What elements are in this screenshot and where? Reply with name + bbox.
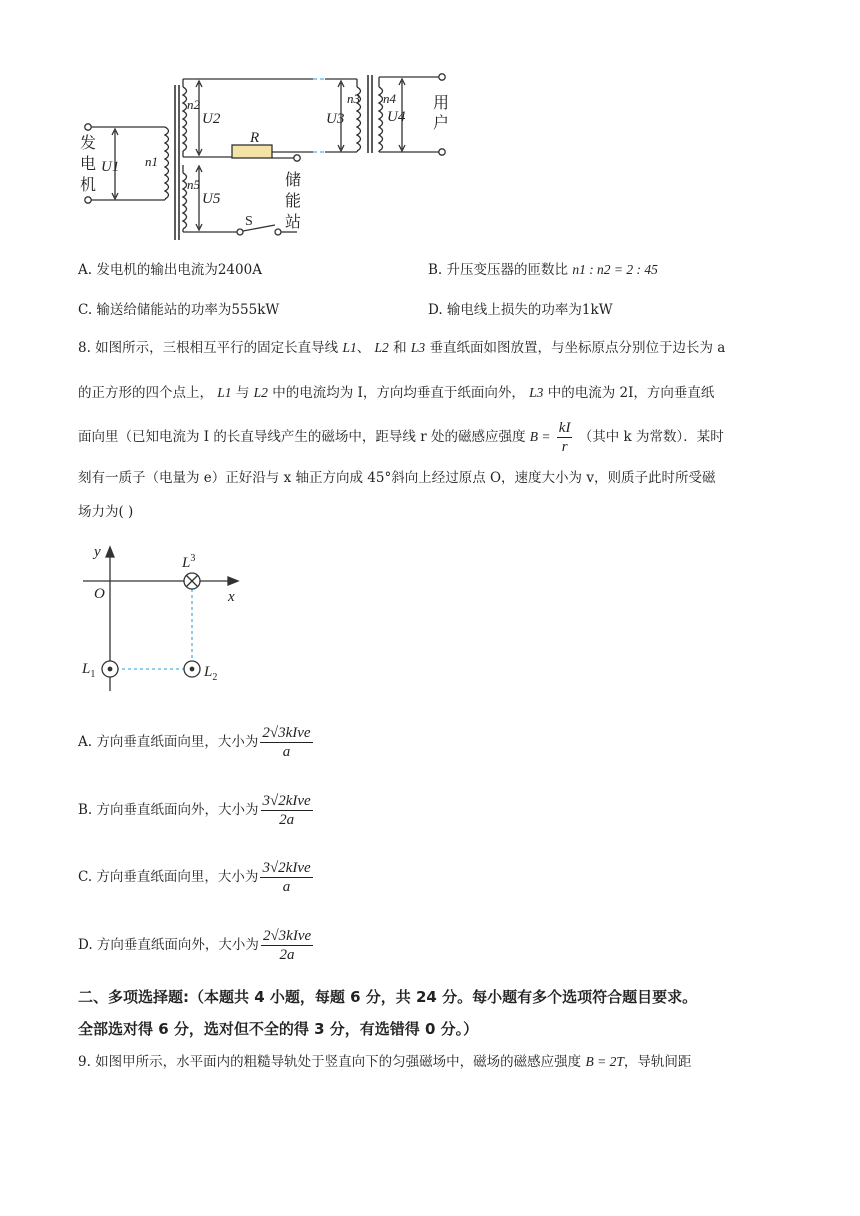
q8-option-a-denominator: a: [282, 744, 291, 760]
storage-label-1: 储: [285, 172, 302, 189]
q8-option-c-denominator: a: [282, 879, 291, 895]
voltage-u4-label: U4: [387, 109, 406, 125]
voltage-u3-label: U3: [326, 111, 345, 127]
q8-stem-line-1: [78, 338, 725, 358]
q9-stem-text: 9. 如图甲所示，水平面内的粗糙导轨处于竖直向下的匀强磁场中，磁场的磁感应强度: [78, 1054, 582, 1070]
coil-n5-label: n5: [187, 177, 200, 192]
users-label-1: 用: [433, 95, 450, 112]
q8-option-b: [78, 788, 315, 832]
q8-line1-comma: 、: [356, 340, 371, 356]
voltage-u5-label: U5: [202, 191, 221, 207]
q8-line1-text-a: 8. 如图所示，三根相互平行的固定长直导线: [78, 340, 339, 356]
q9-stem: [78, 1052, 691, 1072]
q8-line2-l2: L2: [253, 385, 268, 400]
q8-coordinate-diagram: [78, 543, 248, 693]
generator-label-2: 电: [80, 156, 97, 173]
q9-formula: B = 2T: [585, 1054, 624, 1069]
q8-option-c-label: C. 方向垂直纸面向里，大小为: [78, 869, 259, 885]
q8-line1-l2: L2: [374, 340, 389, 355]
voltage-u1-label: U1: [101, 159, 120, 175]
q8-option-c: [78, 855, 315, 899]
l2-label: $L_2$: [204, 664, 218, 683]
storage-label-3: 站: [285, 214, 302, 231]
q8-option-a-numerator: 2√3kIve: [262, 725, 311, 741]
q8-formula-b: B =: [529, 429, 551, 444]
q8-option-a: [78, 720, 315, 764]
generator-label-3: 机: [80, 177, 97, 194]
voltage-u2-label: U2: [202, 111, 221, 127]
q7-option-b-ratio: n1 : n2 = 2 : 45: [572, 262, 658, 277]
q8-formula-fraction: [557, 419, 573, 456]
coil-n4-label: n4: [383, 91, 396, 106]
q8-option-c-fraction: [260, 859, 312, 896]
q8-option-d-denominator: 2a: [279, 947, 295, 963]
q9-stem-tail: ，导轨间距: [623, 1054, 692, 1070]
q8-option-d-fraction: [261, 927, 313, 964]
q8-option-b-denominator: 2a: [279, 812, 295, 828]
resistor-label: R: [250, 130, 260, 146]
q8-option-a-fraction: [260, 724, 312, 761]
q7-option-a: A. 发电机的输出电流为2400A: [78, 262, 262, 278]
q8-option-b-label: B. 方向垂直纸面向外，大小为: [78, 802, 259, 818]
q8-option-c-numerator: 3√2kIve: [262, 860, 311, 876]
q8-formula-numerator: kI: [558, 420, 571, 436]
q8-stem-line-5: 场力为( ): [78, 504, 134, 520]
q7-option-c: C. 输送给储能站的功率为555kW: [78, 302, 280, 318]
q8-line1-text-b: 垂直纸面如图放置，与坐标原点分别位于边长为 a: [429, 340, 726, 356]
q8-line2-l1: L1: [217, 385, 232, 400]
q8-line2-text-c: 中的电流为 2I，方向垂直纸: [547, 385, 715, 401]
section-2-heading-line-1: 二、多项选择题:（本题共 4 小题，每题 6 分，共 24 分。每小题有多个选项符合题目要求。: [78, 988, 698, 1006]
q8-line3-text-a: 面向里（已知电流为 I 的长直导线产生的磁场中，距导线 r 处的磁感应强度: [78, 429, 526, 445]
transmission-circuit-diagram: [75, 65, 465, 245]
q7-option-d: D. 输电线上损失的功率为1kW: [428, 302, 613, 318]
switch-label: S: [245, 214, 253, 229]
q8-stem-line-4: 刻有一质子（电量为 e）正好沿与 x 轴正方向成 45°斜向上经过原点 O，速度大小为 v，则质子此时所受磁: [78, 470, 716, 486]
origin-label: O: [94, 586, 105, 602]
q8-formula-denominator: r: [561, 439, 568, 455]
storage-label-2: 能: [285, 193, 302, 210]
y-axis-label: y: [94, 544, 101, 560]
q8-option-d-label: D. 方向垂直纸面向外，大小为: [78, 937, 259, 953]
coil-n2-label: n2: [187, 97, 200, 112]
q8-stem-line-3: [78, 418, 724, 456]
l3-label: $L^3$: [182, 553, 196, 571]
q8-option-d-numerator: 2√3kIve: [262, 928, 312, 944]
q8-line2-text-b: 中的电流均为 I，方向均垂直于纸面向外，: [272, 385, 525, 401]
coil-n3-label: n3: [347, 91, 360, 106]
q7-option-b: [428, 260, 658, 280]
q8-line1-and: 和: [393, 340, 407, 356]
q8-line2-l3: L3: [529, 385, 544, 400]
q8-option-d: [78, 923, 315, 967]
q7-option-b-label: B. 升压变压器的匝数比: [428, 262, 569, 278]
coil-n1-label: n1: [145, 154, 158, 169]
x-axis-label: x: [228, 589, 235, 605]
users-label-2: 户: [433, 115, 450, 132]
q8-line2-with: 与: [235, 385, 250, 401]
q8-line1-l1: L1: [342, 340, 357, 355]
q8-line3-text-b: （其中 k 为常数）．某时: [578, 429, 724, 445]
q8-line1-l3: L3: [410, 340, 426, 355]
q8-option-b-fraction: [261, 792, 313, 829]
q8-option-b-numerator: 3√2kIve: [262, 793, 311, 809]
q8-option-a-label: A. 方向垂直纸面向里，大小为: [78, 734, 259, 750]
q8-stem-line-2: [78, 383, 714, 403]
l1-label: $L_1$: [82, 661, 96, 680]
section-2-heading-line-2: 全部选对得 6 分，选对但不全的得 3 分，有选错得 0 分。）: [78, 1020, 479, 1038]
q8-line2-text-a: 的正方形的四个点上，: [78, 385, 213, 401]
generator-label-1: 发: [80, 135, 97, 152]
